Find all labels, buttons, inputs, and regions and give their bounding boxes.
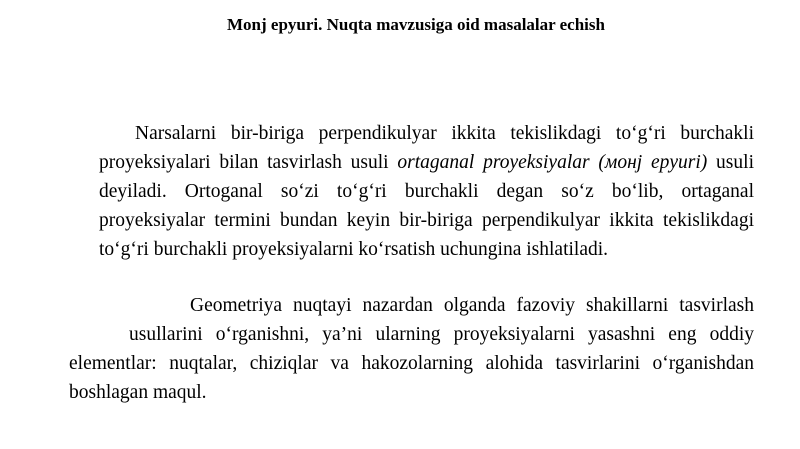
paragraph-2-text-start: Geometriya nuqtayi nazardan olganda fazoviy shakillarni tasvirlash — [190, 295, 754, 316]
document-title: Monj epyuri. Nuqta mavzusiga oid masalalar echish — [227, 15, 605, 34]
paragraph-1-text-end: usuli deyiladi. Ortoganal so‘zi to‘g‘ri burchakli degan so‘z bo‘lib, ortaganal proyeksiyalar termini bundan keyin bir-biriga perpendikulyar ikkita tekislikdagi to‘g‘ri burchakli proyeksiyalarni ko‘rsatish uchungina ishlatiladi. — [99, 152, 754, 260]
paragraph-1-text-start: Narsalarni bir-biriga perpendikulyar ikkita tekislikdagi to‘g‘ri burchakli proyeksiyalari bilan tasvirlash usuli — [99, 123, 754, 173]
paragraph-2-text-end: usullarini o‘rganishni, ya’ni ularning proyeksiyalarni yasashni eng oddiy elementlar: nuqtalar, chiziqlar va hakozolarning alohida tasvirlarini o‘rganishdan boshlagan maqul. — [69, 324, 754, 403]
paragraph-1-italic-term: ortaganal proyeksiyalar (монj epyuri) — [397, 152, 708, 173]
paragraph-1 — [99, 119, 754, 264]
paragraph-2 — [69, 291, 754, 407]
